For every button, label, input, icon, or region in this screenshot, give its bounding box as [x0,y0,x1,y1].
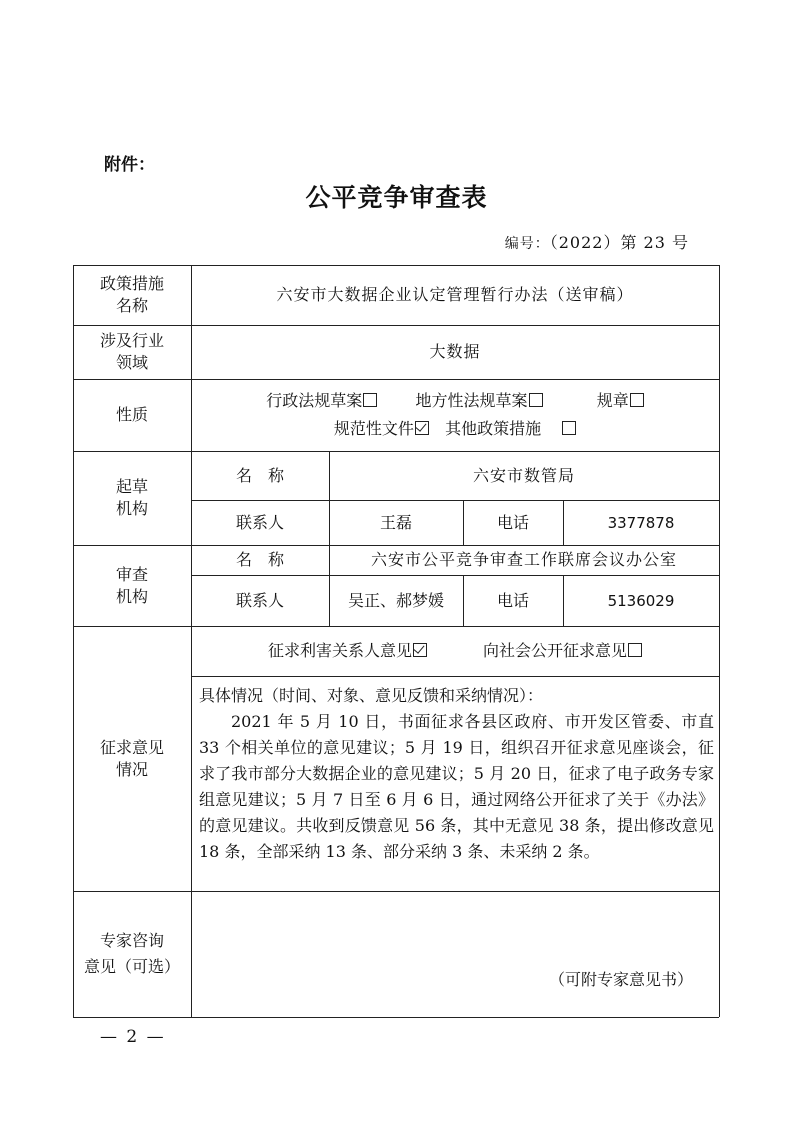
checkbox-admin-regulation[interactable] [363,393,377,407]
option-public: 向社会公开征求意见 [483,640,642,662]
review-contact-value: 吴正、郝梦媛 [347,590,444,610]
consultation-detail-body: 2021 年 5 月 10 日，书面征求各县区政府、市开发区管委、市直 33 个相关单位的意见建议；5 月 19 日，组织召开征求意见座谈会，征求了我市部分大数据企业的意见建议；5 月 20 日，征求了电子政务专家组意见建议；5 月 7 日至 6 月 6 日，通过网络公开征求了关于《办法》的意见建议。共收到反馈意见 56 条，其中无意见 38 条，提出修改意见 18 条，全部采纳 13 条、部分采纳 3 条、未采纳 2 条。 [199,712,714,861]
page-title: 公平竞争审查表 [305,183,488,212]
industry-label: 涉及行业 领域 [99,331,164,372]
review-name-label: 名 称 [235,550,284,569]
nature-label: 性质 [115,405,148,424]
industry-value: 大数据 [429,342,481,361]
page-number: — 2 — [100,1027,166,1047]
review-phone-label: 电话 [496,590,529,610]
nature-options [191,379,719,451]
expert-opinion-note: （可附专家意见书） [548,970,693,989]
review-name-value: 六安市公平竞争审查工作联席会议办公室 [370,550,677,569]
drafting-phone-value: 3377878 [607,513,675,532]
drafting-contact-value: 王磊 [379,512,412,532]
checkbox-local-regulation[interactable] [529,393,543,407]
consultation-detail-heading: 具体情况（时间、对象、意见反馈和采纳情况）： [199,686,544,705]
option-other-policy: 其他政策措施 [445,419,576,438]
option-rules: 规章 [597,391,644,410]
review-org-label: 审查 机构 [115,564,148,606]
consultation-detail [199,683,714,865]
policy-name-value: 六安市大数据企业认定管理暂行办法（送审稿） [276,285,634,304]
review-phone-value: 5136029 [607,591,675,610]
attachment-label: 附件： [104,155,155,175]
doc-number-value: （2022）第 23 号 [549,233,689,252]
checkbox-stakeholder[interactable] [413,643,427,657]
expert-opinion-label: 专家咨询 意见（可选） [83,931,180,976]
checkbox-normative-document[interactable] [415,421,429,435]
consultation-label: 征求意见 情况 [99,737,164,779]
option-normative-document: 规范性文件 [334,419,429,438]
drafting-org-label: 起草 机构 [115,477,148,518]
checkbox-public[interactable] [628,643,642,657]
checkbox-other-policy[interactable] [562,421,576,435]
review-contact-label: 联系人 [235,590,284,610]
drafting-name-value: 六安市数管局 [472,465,575,485]
checkbox-rules[interactable] [630,393,644,407]
doc-number-label: 编号： [504,236,550,252]
drafting-contact-label: 联系人 [235,512,284,532]
option-admin-regulation: 行政法规草案 [266,391,377,410]
option-stakeholder: 征求利害关系人意见 [268,640,427,662]
consultation-options [191,626,719,676]
policy-name-label: 政策措施 名称 [99,274,164,315]
review-table [73,265,719,1017]
option-local-regulation: 地方性法规草案 [415,391,542,410]
drafting-name-label: 名 称 [235,465,284,485]
document-number [505,230,689,253]
drafting-phone-label: 电话 [496,512,529,532]
